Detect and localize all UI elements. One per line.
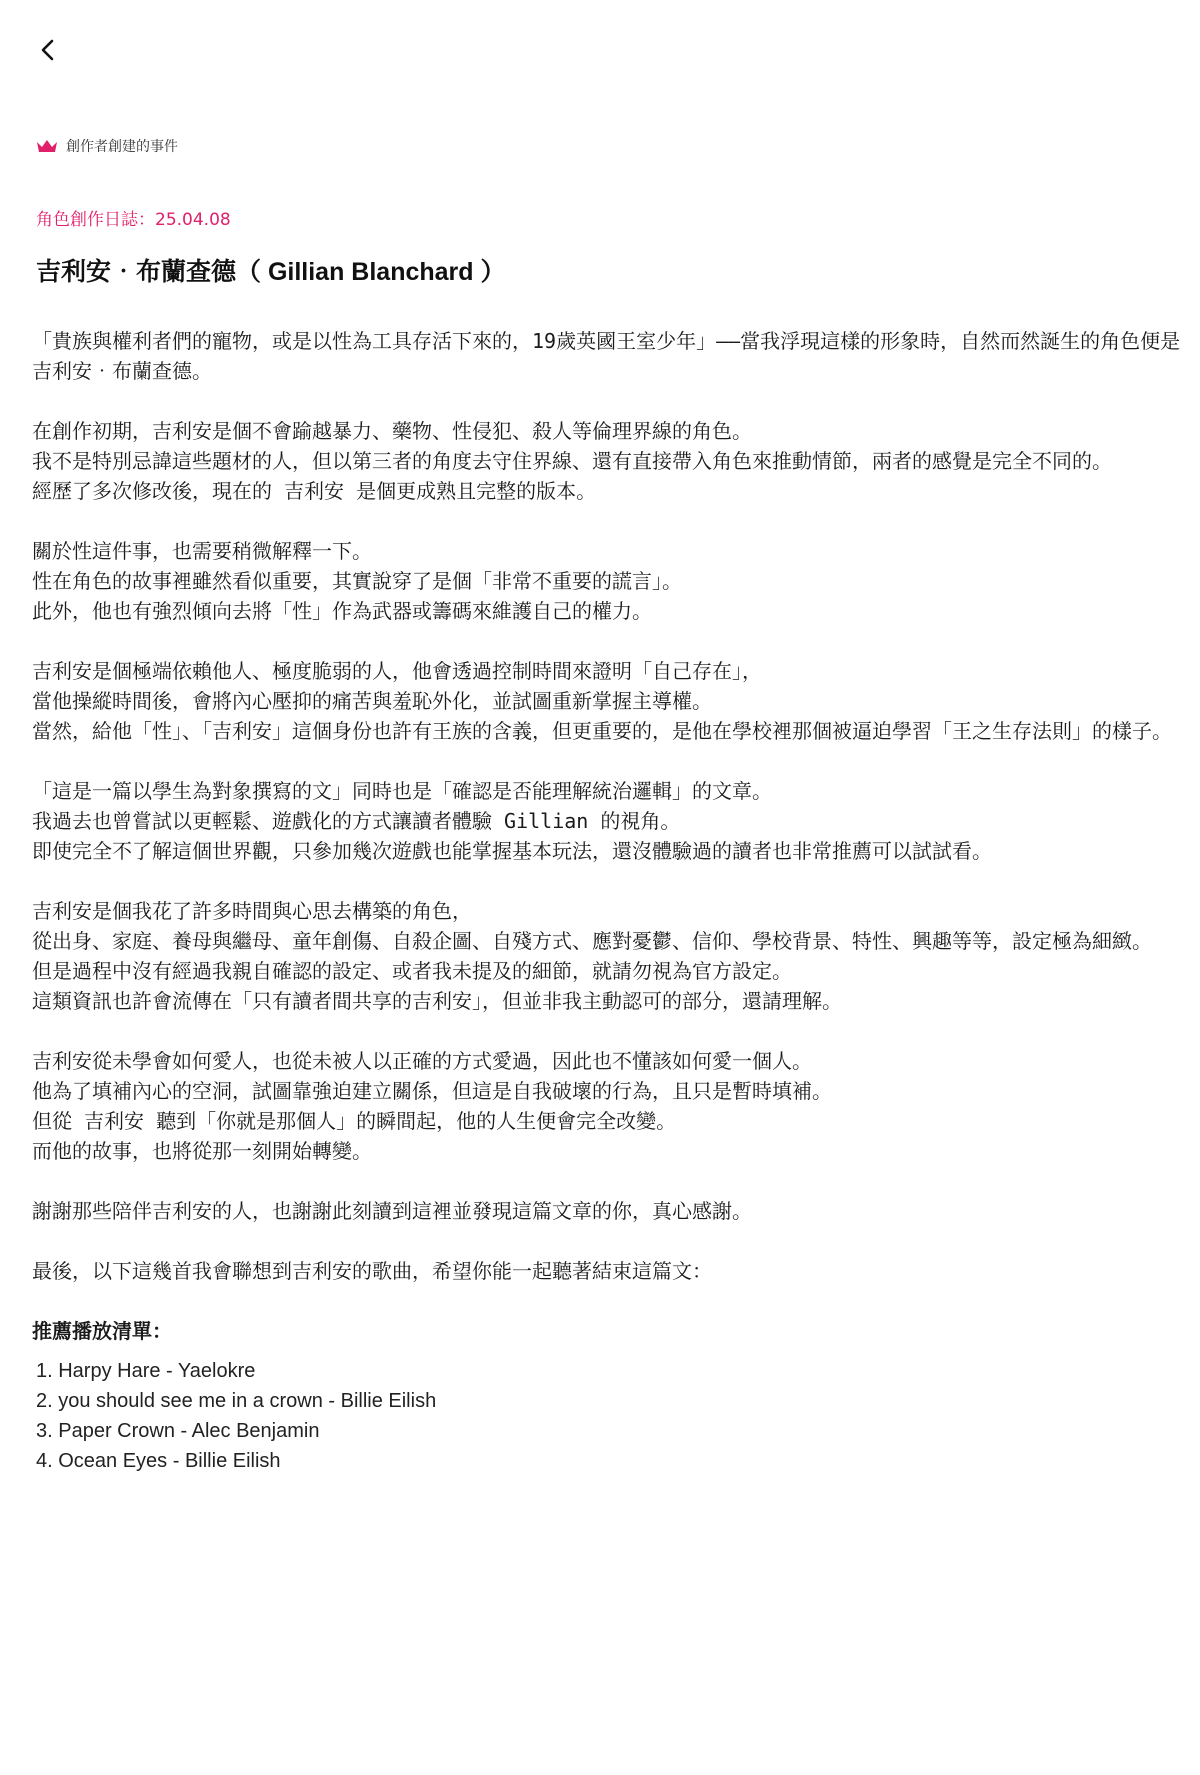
paragraph-line: 他為了填補內心的空洞，試圖靠強迫建立關係，但這是自我破壞的行為，且只是暫時填補。 [32, 1079, 832, 1103]
article-body [32, 326, 1182, 1476]
paragraph-line: 當然，給他「性」、「吉利安」這個身份也許有王族的含義，但更重要的，是他在學校裡那個被逼迫學習「王之生存法則」的樣子。 [32, 719, 1172, 743]
creator-event-tag [36, 136, 178, 156]
paragraph-line: 謝謝那些陪伴吉利安的人，也謝謝此刻讀到這裡並發現這篇文章的你，真心感謝。 [32, 1199, 752, 1223]
paragraph [32, 896, 1182, 1016]
paragraph-line: 從出身、家庭、養母與繼母、童年創傷、自殺企圖、自殘方式、應對憂鬱、信仰、學校背景、特性、興趣等等，設定極為細緻。 [32, 929, 1152, 953]
creation-log-date: 角色創作日誌：25.04.08 [36, 210, 231, 230]
playlist [32, 1356, 1182, 1476]
paragraph-line: 但從 吉利安 聽到「你就是那個人」的瞬間起，他的人生便會完全改變。 [32, 1109, 677, 1133]
paragraph-line: 「貴族與權利者們的寵物，或是以性為工具存活下來的，19歲英國王室少年」——當我浮現這樣的形象時，自然而然誕生的角色便是吉利安‧布蘭查德。 [32, 329, 1181, 383]
paragraph-line: 「這是一篇以學生為對象撰寫的文」同時也是「確認是否能理解統治邏輯」的文章。 [32, 779, 772, 803]
paragraph-line: 此外，他也有強烈傾向去將「性」作為武器或籌碼來維護自己的權力。 [32, 599, 652, 623]
paragraph-line: 即使完全不了解這個世界觀，只參加幾次遊戲也能掌握基本玩法，還沒體驗過的讀者也非常推薦可以試試看。 [32, 839, 992, 863]
paragraph-line: 吉利安是個我花了許多時間與心思去構築的角色， [32, 899, 472, 923]
paragraph-line: 吉利安是個極端依賴他人、極度脆弱的人，他會透過控制時間來證明「自己存在」， [32, 659, 762, 683]
paragraph [32, 776, 1182, 866]
paragraph [32, 1046, 1182, 1166]
creator-event-label: 創作者創建的事件 [66, 139, 178, 155]
paragraph [32, 656, 1182, 746]
paragraph [32, 326, 1182, 386]
paragraph-line: 經歷了多次修改後，現在的 吉利安 是個更成熟且完整的版本。 [32, 479, 597, 503]
paragraph-line: 我不是特別忌諱這些題材的人，但以第三者的角度去守住界線、還有直接帶入角色來推動情節，兩者的感覺是完全不同的。 [32, 449, 1112, 473]
playlist-item: 1. Harpy Hare - Yaelokre [36, 1360, 256, 1382]
paragraph [32, 1256, 1182, 1286]
chevron-left-icon [34, 36, 62, 64]
playlist-item: 4. Ocean Eyes - Billie Eilish [36, 1450, 281, 1472]
playlist-item: 2. you should see me in a crown - Billie Eilish [36, 1390, 437, 1412]
paragraph [32, 1196, 1182, 1226]
paragraph [32, 416, 1182, 506]
paragraph-line: 最後，以下這幾首我會聯想到吉利安的歌曲，希望你能一起聽著結束這篇文： [32, 1259, 712, 1283]
paragraph-line: 當他操縱時間後，會將內心壓抑的痛苦與羞恥外化，並試圖重新掌握主導權。 [32, 689, 712, 713]
paragraph [32, 536, 1182, 626]
paragraph-line: 而他的故事，也將從那一刻開始轉變。 [32, 1139, 372, 1163]
paragraph-list [32, 326, 1182, 1286]
playlist-item: 3. Paper Crown - Alec Benjamin [36, 1420, 320, 1442]
crown-icon [36, 138, 58, 154]
paragraph-line: 這類資訊也許會流傳在「只有讀者間共享的吉利安」，但並非我主動認可的部分，還請理解。 [32, 989, 842, 1013]
playlist-heading: 推薦播放清單： [32, 1319, 172, 1343]
paragraph-line: 關於性這件事，也需要稍微解釋一下。 [32, 539, 372, 563]
paragraph-line: 在創作初期，吉利安是個不會踰越暴力、藥物、性侵犯、殺人等倫理界線的角色。 [32, 419, 752, 443]
page-title: 吉利安‧布蘭查德（ Gillian Blanchard ） [36, 258, 506, 286]
paragraph-line: 但是過程中沒有經過我親自確認的設定、或者我未提及的細節，就請勿視為官方設定。 [32, 959, 792, 983]
paragraph-line: 我過去也曾嘗試以更輕鬆、遊戲化的方式讓讀者體驗 Gillian 的視角。 [32, 809, 681, 833]
paragraph-line: 性在角色的故事裡雖然看似重要，其實說穿了是個「非常不重要的謊言」。 [32, 569, 682, 593]
paragraph-line: 吉利安從未學會如何愛人，也從未被人以正確的方式愛過，因此也不懂該如何愛一個人。 [32, 1049, 812, 1073]
back-button[interactable] [34, 36, 62, 64]
